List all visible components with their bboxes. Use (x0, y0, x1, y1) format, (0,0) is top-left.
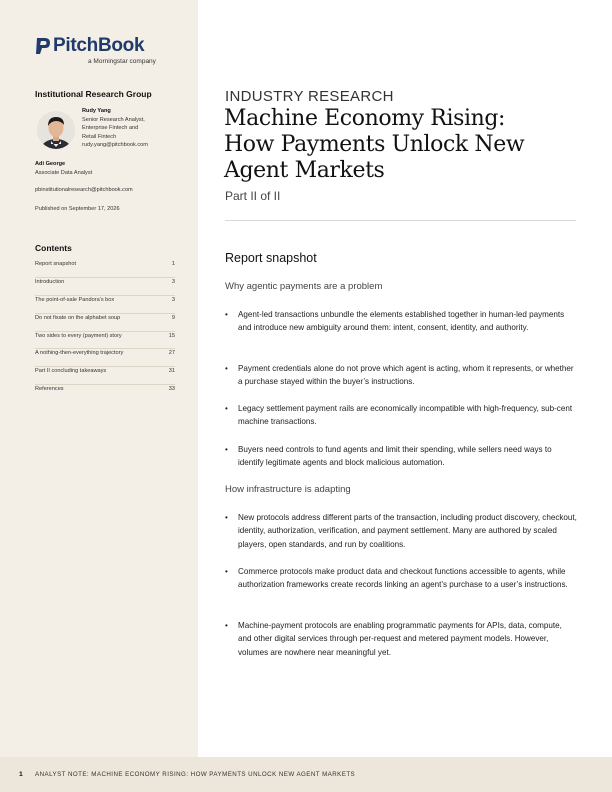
title-line3: Agent Markets (224, 158, 385, 183)
bullet-text: Legacy settlement payment rails are economically incompatible with high-frequency, sub-cent machine transactions. (238, 404, 573, 427)
bullet-text: Buyers need controls to fund agents and limit their spending, while sellers need ways to identify legitimate agents and block malicious automation. (238, 445, 552, 468)
bullet-text: Machine-payment protocols are enabling programmatic payments for APIs, data, compute, and other digital services through per-request and metered payment models. However, volumes are nowhere near meaningful yet. (238, 621, 562, 657)
toc-item[interactable] (35, 260, 175, 278)
bullet-icon: • (225, 364, 228, 373)
pitchbook-logo-icon (35, 37, 51, 55)
author-avatar-image (37, 111, 75, 149)
toc-item-label: References (35, 386, 64, 393)
toc-item-page: 27 (168, 350, 175, 357)
toc-item[interactable] (35, 314, 175, 332)
toc-item-page: 1 (171, 261, 175, 267)
toc-item[interactable] (35, 332, 175, 350)
toc-item-page: 31 (168, 368, 175, 375)
author1-name: Rudy Yang (82, 108, 111, 114)
toc-item-page: 9 (171, 314, 175, 321)
toc-item-label: Introduction (35, 278, 65, 285)
bullet-icon: • (225, 404, 228, 413)
bullet-text: Payment credentials alone do not prove which agent is acting, whom it represents, or whether a purchase stayed within the buyer’s instructions. (238, 364, 574, 387)
page-title (224, 106, 594, 184)
toc-item-label: The point-of-sale Pandora’s box (35, 296, 115, 303)
research-group-title: Institutional Research Group (35, 89, 152, 99)
toc-item[interactable] (35, 385, 175, 403)
author1-email[interactable]: rudy.yang@pitchbook.com (82, 142, 148, 148)
toc-item[interactable] (35, 278, 175, 296)
divider (225, 220, 576, 221)
toc-item-page: 3 (171, 278, 175, 285)
contact-email[interactable]: pbinstitutionalresearch@pitchbook.com (35, 187, 133, 193)
section2-heading: How infrastructure is adapting (225, 484, 351, 495)
bullet-item (225, 619, 577, 659)
title-line2: How Payments Unlock New (224, 132, 525, 157)
footer-note: ANALYST NOTE: MACHINE ECONOMY RISING: HOW PAYMENTS UNLOCK NEW AGENT MARKETS (35, 771, 356, 778)
bullet-icon: • (225, 445, 228, 454)
toc-item-label: Report snapshot (35, 261, 77, 267)
toc-item-label: Part II concluding takeaways (35, 368, 107, 375)
snapshot-heading: Report snapshot (225, 251, 317, 265)
toc-item-page: 33 (168, 386, 175, 393)
bullet-item (225, 362, 577, 389)
author1-role-line3: Retail Fintech (82, 133, 117, 140)
bullet-text: Agent-led transactions unbundle the elements established together in human-led payments and introduce new ambiguity around them: intent, consent, identity, and authority. (238, 310, 565, 333)
bullet-item (225, 402, 577, 429)
toc-item[interactable] (35, 296, 175, 314)
bullet-item (225, 443, 577, 470)
toc-item-label: Two sides to every (payment) story (35, 332, 122, 339)
author-avatar (37, 111, 75, 149)
contents-title: Contents (35, 243, 72, 253)
toc-item[interactable] (35, 349, 175, 367)
brand-name: PitchBook (53, 35, 145, 56)
kicker: INDUSTRY RESEARCH (225, 88, 394, 105)
title-line1: Machine Economy Rising: (224, 106, 506, 131)
author1-role-line1: Senior Research Analyst, (82, 116, 145, 123)
bullet-text: Commerce protocols make product data and checkout functions accessible to agents, while authorization frameworks create records linking an agent’s purchase to a user’s instructions. (238, 567, 568, 590)
author2-role: Associate Data Analyst (35, 169, 93, 176)
bullet-icon: • (225, 567, 228, 576)
published-date: Published on September 17, 2026 (35, 206, 120, 212)
brand-tagline: a Morningstar company (88, 58, 156, 65)
part-label: Part II of II (225, 189, 281, 203)
footer-page-number: 1 (19, 771, 23, 778)
bullet-icon: • (225, 621, 228, 630)
toc-item-label: A nothing-then-everything trajectory (35, 350, 124, 357)
table-of-contents (35, 260, 175, 403)
toc-item-page: 15 (168, 332, 175, 339)
toc-item-page: 3 (171, 296, 175, 303)
author2-info (35, 160, 92, 177)
author2-name: Adi George (35, 161, 66, 167)
bullet-icon: • (225, 310, 228, 319)
section1-heading: Why agentic payments are a problem (225, 281, 383, 292)
toc-item[interactable] (35, 367, 175, 385)
author1-info (82, 107, 148, 150)
toc-item-label: Do not fixate on the alphabet soup (35, 314, 121, 321)
author1-role-line2: Enterprise Fintech and (82, 125, 139, 131)
pitchbook-logo (35, 35, 165, 71)
bullet-item (225, 511, 577, 551)
bullet-icon: • (225, 513, 228, 522)
bullet-item (225, 565, 577, 592)
bullet-item (225, 308, 577, 335)
bullet-text: New protocols address different parts of the transaction, including product discovery, checkout, identity, authorization, verification, and payment settlement. Many are authored by scaled players, open standards, and run by coalitions. (238, 513, 577, 549)
